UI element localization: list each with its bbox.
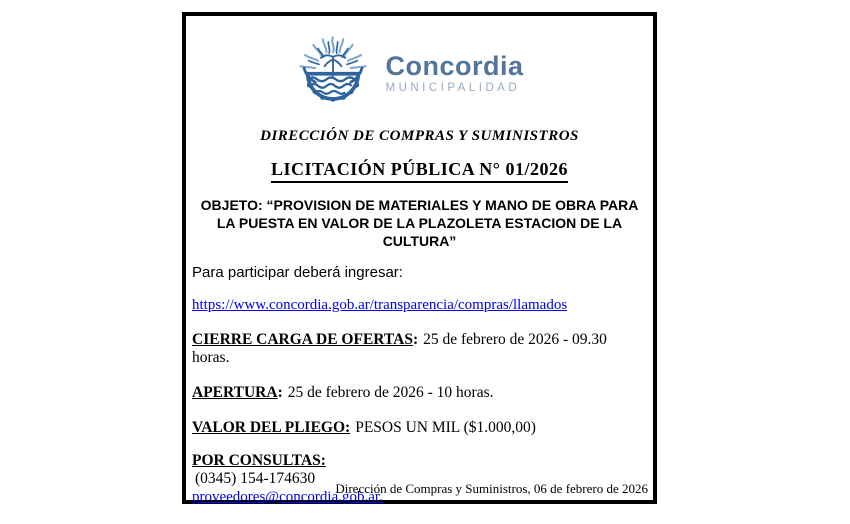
concordia-logo-name: Concordia xyxy=(385,50,524,81)
phone-number: (0345) 154-174630 xyxy=(195,470,316,487)
concordia-logo-subtitle: MUNICIPALIDAD xyxy=(385,81,521,94)
footer-signature: Dirección de Compras y Suministros, 06 de febrero de 2026 xyxy=(335,481,648,496)
tender-title: LICITACIÓN PÚBLICA N° 01/2026 xyxy=(271,159,568,183)
opening-value: 25 de febrero de 2026 - 10 horas. xyxy=(287,384,494,401)
price-value: PESOS UN MIL ($1.000,00) xyxy=(355,419,536,436)
concordia-emblem-icon xyxy=(291,32,375,113)
department-heading: DIRECCIÓN DE COMPRAS Y SUMINISTROS xyxy=(260,128,579,144)
closing-colon: : xyxy=(412,331,419,348)
closing-value: 25 de febrero de 2026 - 09.30 horas. xyxy=(192,331,607,366)
opening-row xyxy=(192,384,647,402)
price-label: VALOR DEL PLIEGO: xyxy=(192,419,351,436)
opening-label: APERTURA xyxy=(192,384,278,401)
tender-object: OBJETO: “PROVISION DE MATERIALES Y MANO DE OBRA PARA LA PUESTA EN VALOR DE LA PLAZOLETA ESTACION DE LA CULTURA” xyxy=(200,197,639,249)
contact-label: POR CONSULTAS: xyxy=(192,452,326,469)
contact-block xyxy=(192,452,647,506)
tender-portal-link[interactable]: https://www.concordia.gob.ar/transparencia/compras/llamados xyxy=(192,297,568,313)
participation-intro: Para participar deberá ingresar: xyxy=(192,264,403,281)
opening-colon: : xyxy=(277,384,283,401)
closing-row xyxy=(192,331,647,367)
document-frame xyxy=(182,12,657,504)
closing-label: CIERRE CARGA DE OFERTAS xyxy=(192,331,413,348)
email-link[interactable]: proveedores@concordia.gob.ar. xyxy=(192,489,383,505)
price-row xyxy=(192,419,647,437)
concordia-logo xyxy=(180,32,635,113)
